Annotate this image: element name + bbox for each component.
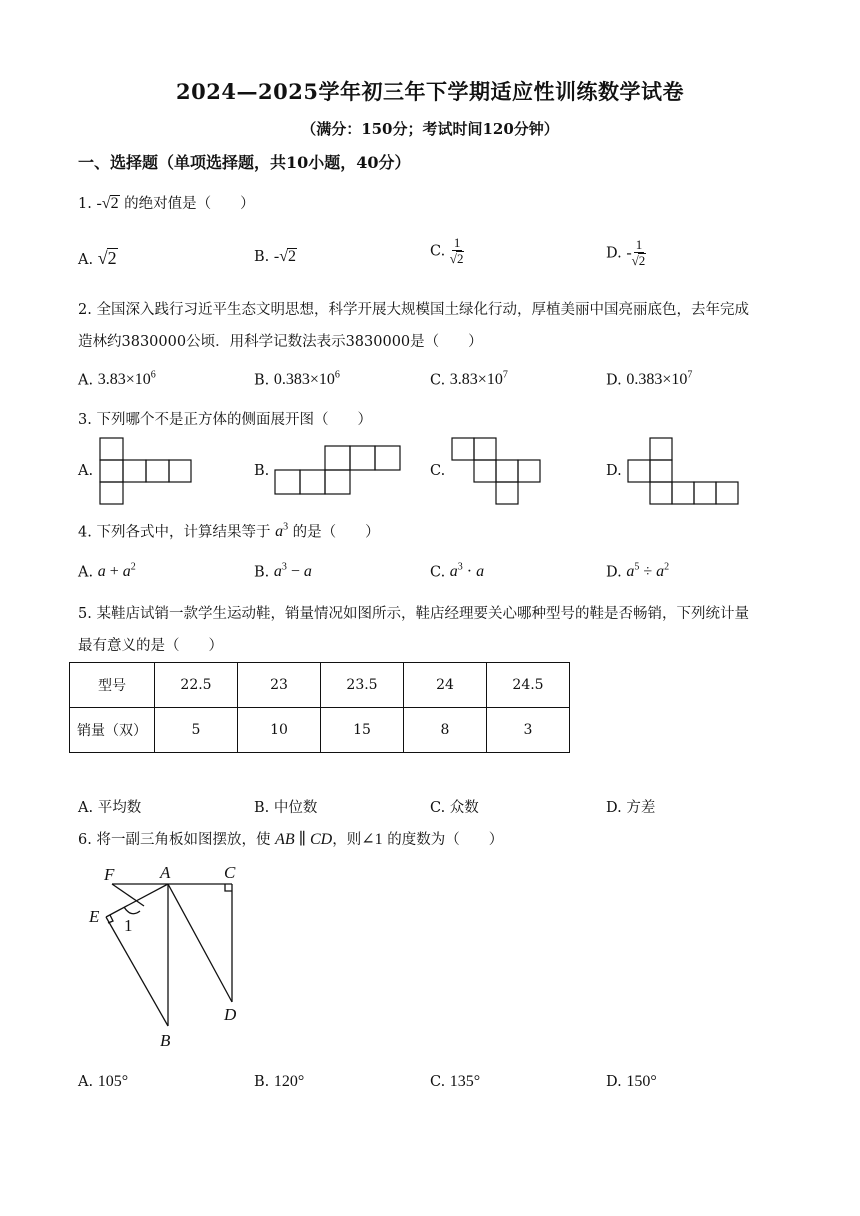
q2-option-d: D. $0.383\times 10^7$	[606, 370, 693, 389]
table-cell: 3	[487, 708, 570, 753]
table-cell: 15	[321, 708, 404, 753]
question-2-line-2: 造林约3830000公顷．用科学记数法表示3830000是（ ）	[78, 334, 483, 350]
q1-option-a: A. √2	[78, 248, 117, 268]
label-b: B	[160, 1031, 171, 1050]
q2-option-b: B. $0.383\times 10^6$	[254, 370, 340, 389]
table-cell: 5	[155, 708, 238, 753]
q2-option-a: A. $3.83\times 10^6$	[78, 370, 156, 389]
q5-option-c: C. 众数	[430, 800, 479, 816]
page-title: 2024—2025学年初三年下学期适应性训练数学试卷	[176, 79, 684, 104]
label-d: D	[224, 1005, 237, 1024]
table-cell: 10	[238, 708, 321, 753]
sales-table	[69, 662, 570, 753]
cube-net-c	[450, 436, 546, 508]
q5-option-d: D. 方差	[606, 800, 656, 816]
q4-option-c: C. $a^3 \cdot a$	[430, 562, 485, 581]
cube-net-d	[626, 436, 742, 508]
table-cell: 23.5	[321, 663, 404, 708]
q1-option-c: C. $\frac{1}{√2}$	[430, 235, 464, 267]
table-cell: 23	[238, 663, 321, 708]
question-1	[78, 190, 255, 218]
question-4: 4. 下列各式中，计算结果等于 $a^3$ 的是（ ）	[78, 522, 380, 541]
q4-option-d: D. $a^5 \div a^2$	[606, 562, 670, 581]
table-row	[70, 663, 570, 708]
q4-option-a: A. $a + a^2$	[78, 562, 136, 581]
q1-stem: 的绝对值是（ ）	[124, 196, 255, 212]
q1-option-d: D. - $\frac{1}{√2}$	[606, 237, 646, 269]
q3-option-a-label: A.	[78, 463, 94, 479]
q5-option-a: A. 平均数	[78, 800, 142, 816]
label-a: A	[160, 863, 171, 882]
table-row	[70, 708, 570, 753]
q5-option-b: B. 中位数	[254, 800, 318, 816]
label-c: C	[224, 863, 236, 882]
question-6: 6. 将一副三角板如图摆放，使 AB ∥ CD，则∠1 的度数为（ ）	[78, 831, 504, 848]
q1-option-b: B. -√2	[254, 248, 296, 265]
q1-number: 1.	[78, 196, 92, 212]
question-3: 3. 下列哪个不是正方体的侧面展开图（ ）	[78, 412, 372, 428]
label-angle-1: 1	[124, 916, 133, 935]
q6-option-d: D. 150°	[606, 1073, 657, 1090]
table-cell: 8	[404, 708, 487, 753]
section-heading: 一、选择题（单项选择题，共10小题，40分）	[78, 153, 411, 172]
table-header-cell: 型号	[70, 663, 155, 708]
q6-option-c: C. 135°	[430, 1073, 481, 1090]
table-cell: 24.5	[487, 663, 570, 708]
table-header-cell: 销量（双）	[70, 708, 155, 753]
q1-expression: -√2	[96, 195, 119, 212]
question-5-line-2: 最有意义的是（ ）	[78, 638, 223, 654]
cube-net-a	[98, 436, 194, 508]
q2-option-c: C. $3.83\times 10^7$	[430, 370, 508, 389]
exam-info: （满分：150分；考试时间120分钟）	[301, 120, 559, 138]
label-f: F	[104, 865, 115, 884]
question-5-line-1: 5. 某鞋店试销一款学生运动鞋，销量情况如图所示，鞋店经理要关心哪种型号的鞋是否畅销，下列统计量	[78, 606, 749, 622]
q3-option-d-label: D.	[606, 463, 622, 479]
label-e: E	[89, 907, 100, 926]
q3-option-c-label: C.	[430, 463, 446, 479]
table-cell: 22.5	[155, 663, 238, 708]
q3-option-b-label: B.	[254, 463, 270, 479]
q6-option-b: B. 120°	[254, 1073, 305, 1090]
cube-net-b	[273, 444, 405, 498]
triangle-figure	[84, 860, 254, 1056]
q6-option-a: A. 105°	[78, 1073, 129, 1090]
table-cell: 24	[404, 663, 487, 708]
question-2-line-1: 2. 全国深入践行习近平生态文明思想，科学开展大规模国土绿化行动，厚植美丽中国亮丽底色，去年完成	[78, 302, 749, 318]
q4-option-b: B. $a^3 - a$	[254, 562, 312, 581]
